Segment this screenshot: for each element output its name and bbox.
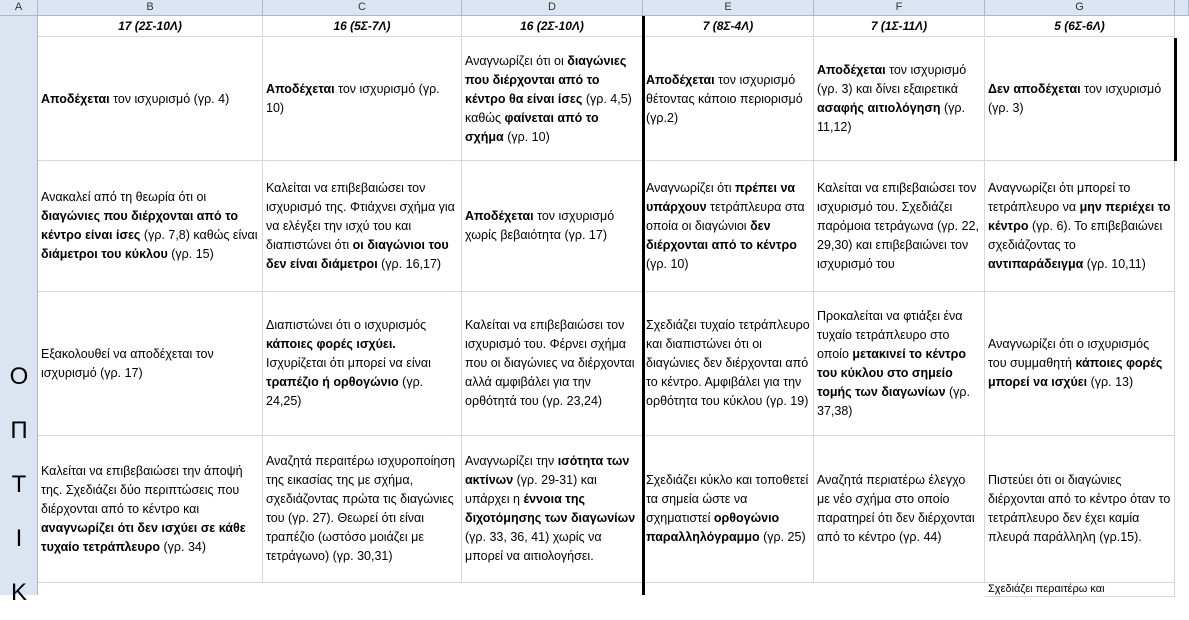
- cell-C4[interactable]: [263, 161, 462, 292]
- bold-text-run: διαγώνιες που διέρχονται από το κέντρο θα είναι ίσες: [465, 53, 627, 106]
- cell-text: [817, 61, 981, 137]
- cell-text: [465, 207, 639, 245]
- cell-E4[interactable]: [643, 161, 814, 292]
- cell-B3[interactable]: [38, 38, 263, 161]
- cell-text: [266, 80, 458, 118]
- partial-cell-text: Σχεδιάζει περαιτέρω και: [988, 583, 1105, 595]
- text-run: (γρ. 4,5) καθώς: [465, 91, 632, 125]
- cell-E5[interactable]: [643, 292, 814, 436]
- cell-text: [817, 307, 981, 421]
- thick-border-line: [642, 16, 645, 595]
- bold-text-run: ισότητα των ακτίνων: [465, 454, 630, 487]
- cell-text: [266, 316, 458, 411]
- letter: Κ: [10, 579, 27, 606]
- text-run: Καλείται να επιβεβαιώσει την άποψή της. Σχεδιάζει δύο περιπτώσεις που διέρχονται από το κέντρο και: [41, 463, 243, 516]
- bold-text-run: τραπέζιο ή ορθογώνιο: [266, 375, 399, 389]
- cell-text: [465, 316, 639, 411]
- cell-text: [988, 179, 1171, 274]
- cell-text: [817, 471, 981, 547]
- bold-text-run: πρέπει να υπάρχουν: [646, 180, 796, 214]
- text-run: (γρ. 24,25): [266, 375, 424, 408]
- cell-B6[interactable]: [38, 436, 263, 583]
- col-header-H-partial[interactable]: [1175, 0, 1189, 16]
- cell-G6[interactable]: [985, 436, 1175, 583]
- letter: Ο: [9, 363, 29, 390]
- text-run: Ανακαλεί από τη θεωρία ότι οι: [41, 190, 207, 204]
- cell-text: [988, 471, 1171, 547]
- text-run: (γρ. 33, 36, 41) χωρίς να μπορεί να αιτιολογήσει.: [465, 530, 602, 563]
- bold-text-run: μετακινεί το κέντρο του κύκλου στο σημείο τομής των διαγωνίων: [817, 346, 967, 399]
- cell-E3[interactable]: [643, 38, 814, 161]
- cell-E6[interactable]: [643, 436, 814, 583]
- letter: Π: [10, 417, 28, 444]
- col-header-B[interactable]: B: [38, 0, 263, 16]
- cell-C3[interactable]: [263, 38, 462, 161]
- bold-text-run: ασαφής αιτιολόγηση: [817, 101, 941, 115]
- text-run: (γρ. 10): [503, 129, 550, 144]
- text-run: Αναγνωρίζει ότι: [646, 180, 736, 195]
- cell-text: [41, 345, 259, 383]
- text-run: Πιστεύει ότι οι διαγώνιες διέρχονται από το κέντρο όταν το τετράπλευρο δεν έχει καμία πλευρά παράλληλη (γρ.15).: [988, 473, 1171, 544]
- bold-text-run: δεν διέρχονται από το κέντρο: [646, 218, 797, 252]
- bold-text-run: μην περιέχει το κέντρο: [988, 199, 1171, 233]
- cell-D4[interactable]: [462, 161, 643, 292]
- text-run: (γρ. 7,8) καθώς είναι: [140, 228, 258, 242]
- text-run: Καλείται να επιβεβαιώσει τον ισχυρισμό της. Φτιάχνει σχήμα για να ελέγξει την ισχύ του και διαπιστώνει ότι: [266, 180, 455, 252]
- cell-D6[interactable]: [462, 436, 643, 583]
- text-run: Αναγνωρίζει ότι μπορεί το τετράπλευρο να: [988, 180, 1131, 214]
- summary-cell-F[interactable]: 7 (1Σ-11Λ): [814, 16, 985, 37]
- cell-D5[interactable]: [462, 292, 643, 436]
- cell-C6[interactable]: [263, 436, 462, 583]
- text-run: Καλείται να επιβεβαιώσει τον ισχυρισμό του. Φέρνει σχήμα που οι διαγώνιες να διέρχονται αλλά αμφιβάλει για την ορθότητά του (γρ. 23,24): [465, 318, 635, 408]
- bold-text-run: φαίνεται από το σχήμα: [465, 110, 599, 144]
- text-run: Αναγνωρίζει ότι οι: [465, 53, 568, 68]
- cell-F3[interactable]: [814, 38, 985, 161]
- text-run: (γρ. 11,12): [817, 101, 966, 134]
- text-run: (γρ. 15): [167, 247, 214, 261]
- cell-text: [646, 316, 810, 411]
- col-header-D[interactable]: D: [462, 0, 643, 16]
- text-run: (γρ. 29-31) και υπάρχει η: [465, 473, 597, 506]
- bold-text-run: αντιπαράδειγμα: [988, 256, 1084, 271]
- text-run: Αναζητά περιατέρω έλεγχο με νέο σχήμα στο οποίο παρατηρεί ότι δεν διέρχονται από το κέντρο (γρ. 44): [817, 473, 975, 544]
- cell-text: [465, 452, 639, 566]
- text-run: (γρ. 10): [646, 256, 689, 271]
- letter: Τ: [11, 471, 27, 498]
- cell-D3[interactable]: [462, 38, 643, 161]
- cell-text: [465, 52, 639, 147]
- cell-text: [646, 71, 810, 128]
- selection-indicator: [1174, 38, 1181, 161]
- bold-text-run: διάμετροι του κύκλου: [41, 247, 168, 261]
- text-run: (γρ. 10,11): [1083, 256, 1146, 271]
- bold-text-run: Αποδέχεται: [266, 82, 335, 96]
- bold-text-run: Αποδέχεται: [817, 63, 886, 77]
- col-header-E[interactable]: E: [643, 0, 814, 16]
- cell-text: [41, 188, 259, 264]
- bold-text-run: κάποιες φορές ισχύει.: [266, 337, 396, 351]
- summary-cell-E[interactable]: 7 (8Σ-4Λ): [643, 16, 814, 37]
- cell-F6[interactable]: [814, 436, 985, 583]
- bold-text-run: οι διαγώνιοι του δεν είναι διάμετροι: [266, 237, 449, 271]
- text-run: τον ισχυρισμό (γρ. 10): [266, 82, 440, 115]
- text-run: τον ισχυρισμό (γρ. 4): [109, 91, 230, 106]
- text-run: (γρ. 25): [759, 530, 806, 544]
- cell-text: [41, 462, 259, 557]
- cell-text: [817, 179, 981, 274]
- text-run: τον ισχυρισμό χωρίς βεβαιότητα (γρ. 17): [465, 209, 615, 242]
- text-run: Σχεδιάζει τυχαίο τετράπλευρο και διαπιστώνει ότι οι διαγώνιες δεν διέρχονται από το κέντρο. Αμφιβάλει για την ορθότητα του κύκλου (γρ. 19): [646, 318, 810, 408]
- text-run: τον ισχυρισμό θέτοντας κάποιο περιορισμό (γρ.2): [646, 72, 803, 125]
- summary-cell-G[interactable]: 5 (6Σ-6Λ): [985, 16, 1175, 37]
- cell-text: [41, 90, 259, 109]
- cell-B4[interactable]: [38, 161, 263, 292]
- bold-text-run: ορθογώνιο παραλληλόγραμμο: [646, 511, 780, 544]
- text-run: Ισχυρίζεται ότι μπορεί να είναι: [266, 356, 431, 370]
- cell-text: [646, 471, 810, 547]
- text-run: Σχεδιάζει κύκλο και τοποθετεί τα σημεία ώστε να σχηματιστεί: [646, 473, 809, 525]
- col-header-G[interactable]: G: [985, 0, 1175, 16]
- text-run: Εξακολουθεί να αποδέχεται τον ισχυρισμό (γρ. 17): [41, 346, 214, 380]
- cell-text: [988, 335, 1171, 392]
- col-header-A[interactable]: A: [0, 0, 38, 16]
- bold-text-run: Δεν αποδέχεται: [988, 82, 1081, 96]
- bold-text-run: Αποδέχεται: [646, 72, 715, 87]
- text-run: Καλείται να επιβεβαιώσει τον ισχυρισμό του. Σχεδιάζει παρόμοια τετράγωνα (γρ. 22, 29,30) και επιβεβαιώνει τον ισχυρισμό του: [817, 180, 979, 271]
- cell-B5[interactable]: [38, 292, 263, 436]
- text-run: Αναγνωρίζει την: [465, 454, 558, 468]
- merged-cell-letters[interactable]: [0, 350, 38, 620]
- text-run: Διαπιστώνει ότι ο ισχυρισμός: [266, 318, 427, 332]
- bold-text-run: Αποδέχεται: [465, 209, 534, 223]
- text-run: (γρ. 6). Το επιβεβαιώνει σχεδιάζοντας το: [988, 218, 1163, 252]
- cell-G5[interactable]: [985, 292, 1175, 436]
- bold-text-run: Αποδέχεται: [41, 91, 110, 106]
- text-run: τον ισχυρισμό (γρ. 3) και δίνει εξαιρετικά: [817, 63, 967, 96]
- cell-F4[interactable]: [814, 161, 985, 292]
- summary-cell-D[interactable]: 16 (2Σ-10Λ): [462, 16, 643, 37]
- summary-cell-B[interactable]: 17 (2Σ-10Λ): [38, 16, 263, 37]
- cell-F5[interactable]: [814, 292, 985, 436]
- cell-G4[interactable]: [985, 161, 1175, 292]
- col-header-C[interactable]: C: [263, 0, 462, 16]
- bold-text-run: αναγνωρίζει ότι δεν ισχύει σε κάθε τυχαίο τετράπλευρο: [41, 520, 246, 554]
- text-run: (γρ. 34): [160, 539, 207, 554]
- text-run: τον ισχυρισμό (γρ. 3): [988, 82, 1162, 115]
- text-run: (γρ. 13): [1087, 375, 1134, 389]
- text-run: (γρ. 16,17): [377, 256, 442, 271]
- text-run: (γρ. 37,38): [817, 384, 971, 418]
- cell-G3[interactable]: [985, 38, 1175, 161]
- bold-text-run: κάποιες φορές μπορεί να ισχύει: [988, 356, 1163, 389]
- bold-text-run: διαγώνιες που διέρχονται από το κέντρο είναι ίσες: [41, 209, 239, 242]
- cell-text: [266, 452, 458, 566]
- text-run: τετράπλευρα στα οποία οι διαγώνιοι: [646, 199, 805, 233]
- cell-text: [988, 80, 1171, 118]
- cell-text: [646, 179, 810, 274]
- col-header-F[interactable]: F: [814, 0, 985, 16]
- cell-text: [266, 179, 458, 274]
- text-run: Αναζητά περαιτέρω ισχυροποίηση της εικασίας της με σχήμα, σχεδιάζοντας πρώτα τις διαγώνιες του (γρ. 27). Θεωρεί ότι είναι τραπέζιο (ωστόσο μοιάζει με τετράγωνο) (γρ. 30,31): [266, 454, 456, 563]
- bold-text-run: έννοια της διχοτόμησης των διαγωνίων: [465, 492, 636, 525]
- summary-cell-C[interactable]: 16 (5Σ-7Λ): [263, 16, 462, 37]
- cell-C5[interactable]: [263, 292, 462, 436]
- letter: Ι: [15, 525, 23, 552]
- text-run: Προκαλείται να φτιάξει ένα τυχαίο τετράπλευρο στο οποίο: [817, 308, 963, 361]
- text-run: Αναγνωρίζει ότι ο ισχυρισμός του συμμαθητή: [988, 337, 1150, 370]
